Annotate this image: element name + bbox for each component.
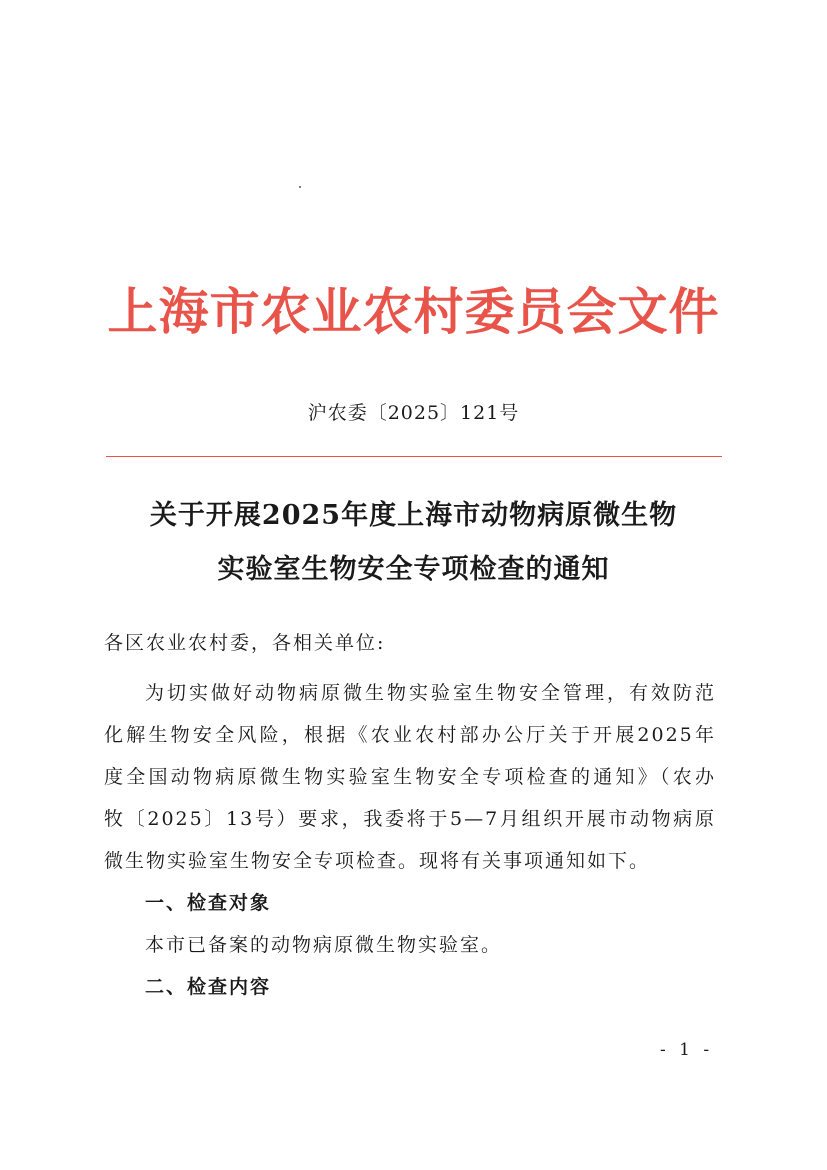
page-number: - 1 - [660,1040,714,1060]
section-1-text: 本市已备案的动物病原微生物实验室。 [145,934,503,956]
section-2-heading: 二、检查内容 [145,976,272,998]
scan-speck [299,186,301,188]
intro-line-1: 为切实做好动物病原微生物实验室生物安全管理，有效防范 [145,682,716,704]
intro-line-2: 化解生物安全风险，根据《农业农村部办公厅关于开展2025年 [104,724,716,746]
red-separator-line [106,456,722,457]
section-1-heading: 一、检查对象 [145,892,272,914]
document-number: 沪农委〔2025〕121号 [307,402,520,424]
intro-line-3: 度全国动物病原微生物实验室生物安全专项检查的通知》（农办 [104,766,716,788]
issuer-title: 上海市农业农村委员会文件 [107,282,720,341]
intro-line-4: 牧〔2025〕13号）要求，我委将于5—7月组织开展市动物病原 [104,808,716,830]
document-title-line-2: 实验室生物安全专项检查的通知 [217,554,610,585]
salutation: 各区农业农村委，各相关单位: [104,632,386,654]
intro-line-5: 微生物实验室生物安全专项检查。现将有关事项通知如下。 [104,850,651,872]
document-title-line-1: 关于开展2025年度上海市动物病原微生物 [149,500,678,531]
